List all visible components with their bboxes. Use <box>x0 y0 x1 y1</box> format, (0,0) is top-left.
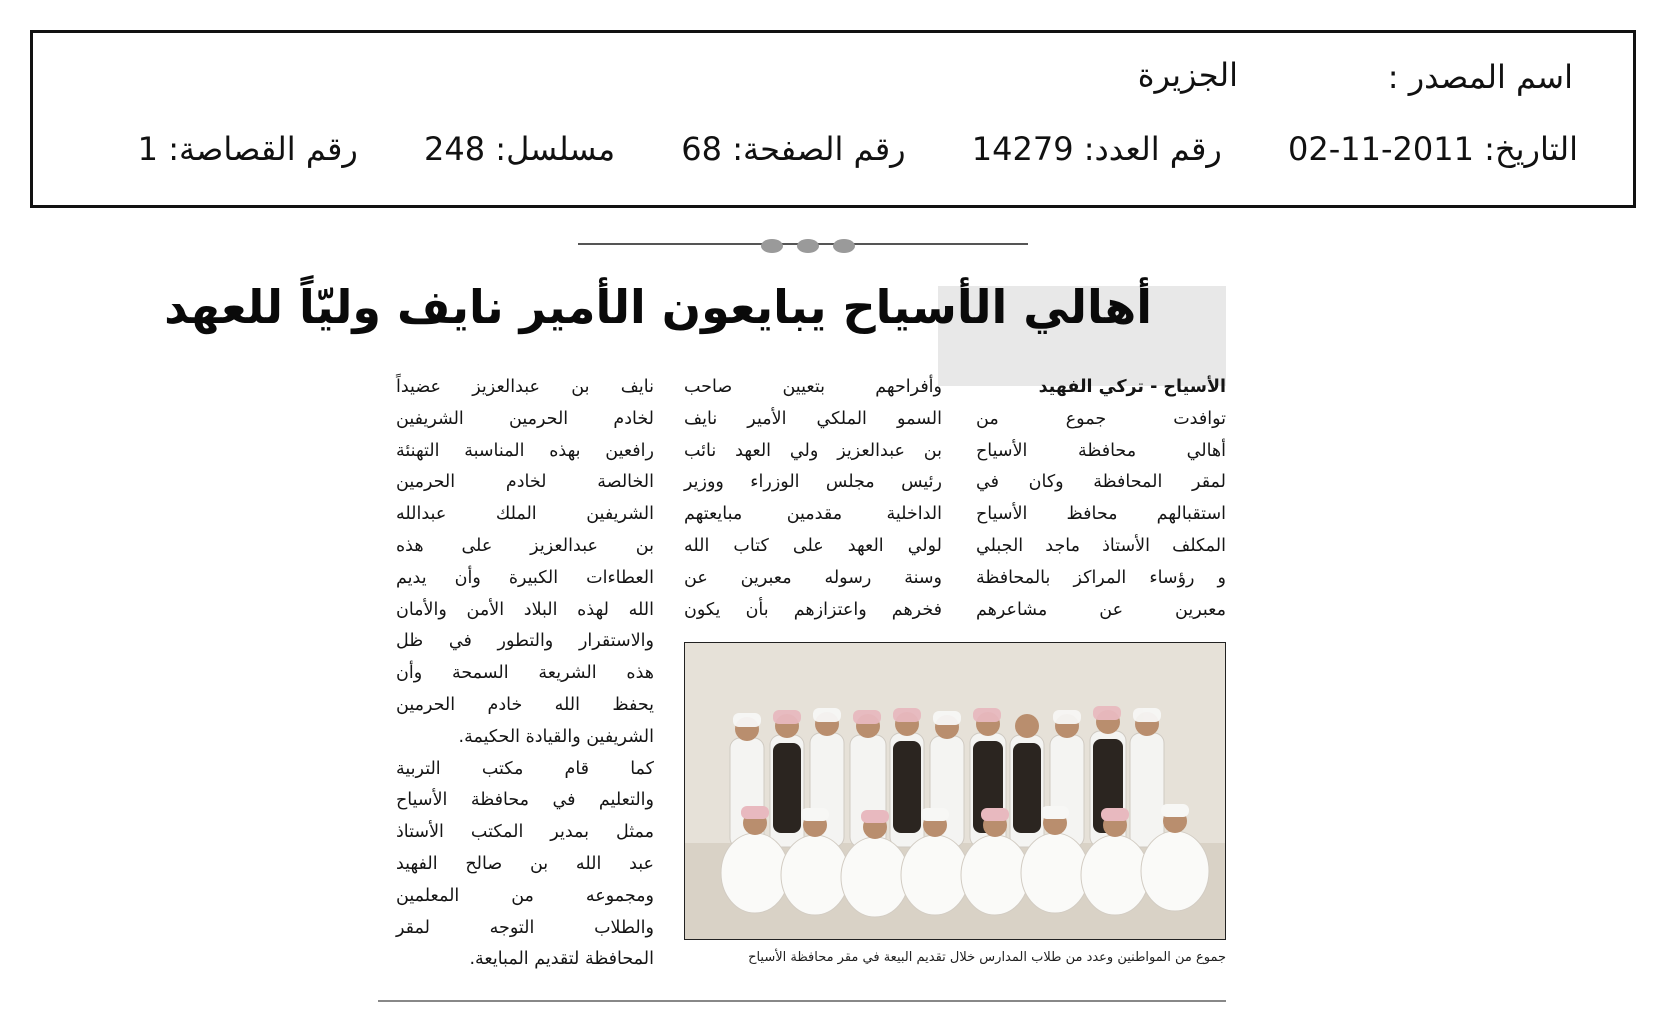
source-header-box <box>30 30 1636 208</box>
ornament-dot <box>761 239 783 253</box>
text-line: الخالصة لخادم الحرمين <box>396 472 654 493</box>
text-line: بن عبدالعزيز ولي العهد نائب <box>684 440 942 461</box>
meta-date: التاريخ: 02-11-2011 <box>1288 130 1578 168</box>
meta-clipping: رقم القصاصة: 1 <box>137 130 358 168</box>
article-column-right <box>976 372 1226 626</box>
text-line: وأفراحهم بتعيين صاحب <box>684 377 942 397</box>
text-line: هذه الشريعة السمحة وأن <box>396 663 654 684</box>
ornament-dot <box>833 239 855 253</box>
meta-serial: مسلسل: 248 <box>424 130 616 168</box>
text-line: بن عبدالعزيز على هذه <box>396 535 654 556</box>
article-byline: الأسياح - تركي الفهيد <box>1038 377 1226 397</box>
bottom-rule <box>378 1000 1226 1002</box>
article-column-middle <box>684 372 942 626</box>
text-line: المحافظة لتقديم المبايعة. <box>469 949 654 970</box>
text-line: رافعين بهذه المناسبة التهنئة <box>396 440 654 461</box>
text-line: لولي العهد على كتاب الله <box>684 535 942 556</box>
text-line: وسنة رسوله معبرين عن <box>684 567 942 588</box>
text-line: فخرهم واعتزازهم بأن يكون <box>684 599 942 620</box>
text-line: نايف بن عبدالعزيز عضيداً <box>396 377 654 397</box>
group-photo-illustration <box>685 643 1225 939</box>
text-line: العطاءات الكبيرة وأن يديم <box>396 567 654 588</box>
text-line: كما قام مكتب التربية <box>396 758 654 779</box>
ornament-dot <box>797 239 819 253</box>
text-line: الشريفين والقيادة الحكيمة. <box>458 726 654 747</box>
article-column-left <box>396 372 654 976</box>
article-photo <box>684 642 1226 940</box>
text-line: لمقر المحافظة وكان في <box>976 472 1226 493</box>
text-line: والتعليم في محافظة الأسياح <box>396 790 654 811</box>
text-line: ومجموعه من المعلمين <box>396 885 654 906</box>
text-line: السمو الملكي الأمير نايف <box>684 408 942 429</box>
source-label: اسم المصدر : <box>1387 58 1573 96</box>
text-line: الداخلية مقدمين مبايعتهم <box>684 504 942 525</box>
text-line: لخادم الحرمين الشريفين <box>396 408 654 429</box>
text-line: والاستقرار والتطور في ظل <box>396 631 654 652</box>
text-line: أهالي محافظة الأسياح <box>976 440 1226 461</box>
text-line: يحفظ الله خادم الحرمين <box>396 694 654 715</box>
photo-caption: جموع من المواطنين وعدد من طلاب المدارس خلال تقديم البيعة في مقر محافظة الأسياح <box>748 950 1226 965</box>
text-line: و رؤساء المراكز بالمحافظة <box>976 567 1226 588</box>
text-line: الشريفين الملك عبدالله <box>396 504 654 525</box>
source-value: الجزيرة <box>1137 56 1238 94</box>
ornament-dots <box>761 238 869 257</box>
text-line: توافدت جموع من <box>976 408 1226 429</box>
text-line: رئيس مجلس الوزراء ووزير <box>684 472 942 493</box>
meta-issue: رقم العدد: 14279 <box>971 130 1222 168</box>
text-line: عبد الله بن صالح الفهيد <box>396 853 654 874</box>
text-line: ممثل بمدير المكتب الأستاذ <box>396 822 654 843</box>
text-line: والطلاب التوجه لمقر <box>396 917 654 938</box>
text-line: معبرين عن مشاعرهم <box>976 599 1226 620</box>
newspaper-clipping <box>164 238 1226 1010</box>
meta-page: رقم الصفحة: 68 <box>681 130 906 168</box>
article-headline: أهالي الأسياح يبايعون الأمير نايف وليّاً للعهد <box>164 280 1152 334</box>
text-line: الله لهذه البلاد الأمن والأمان <box>396 599 654 620</box>
text-line: المكلف الأستاذ ماجد الجبلي <box>976 535 1226 556</box>
meta-row <box>137 130 1578 168</box>
text-line: استقبالهم محافظ الأسياح <box>976 504 1226 525</box>
